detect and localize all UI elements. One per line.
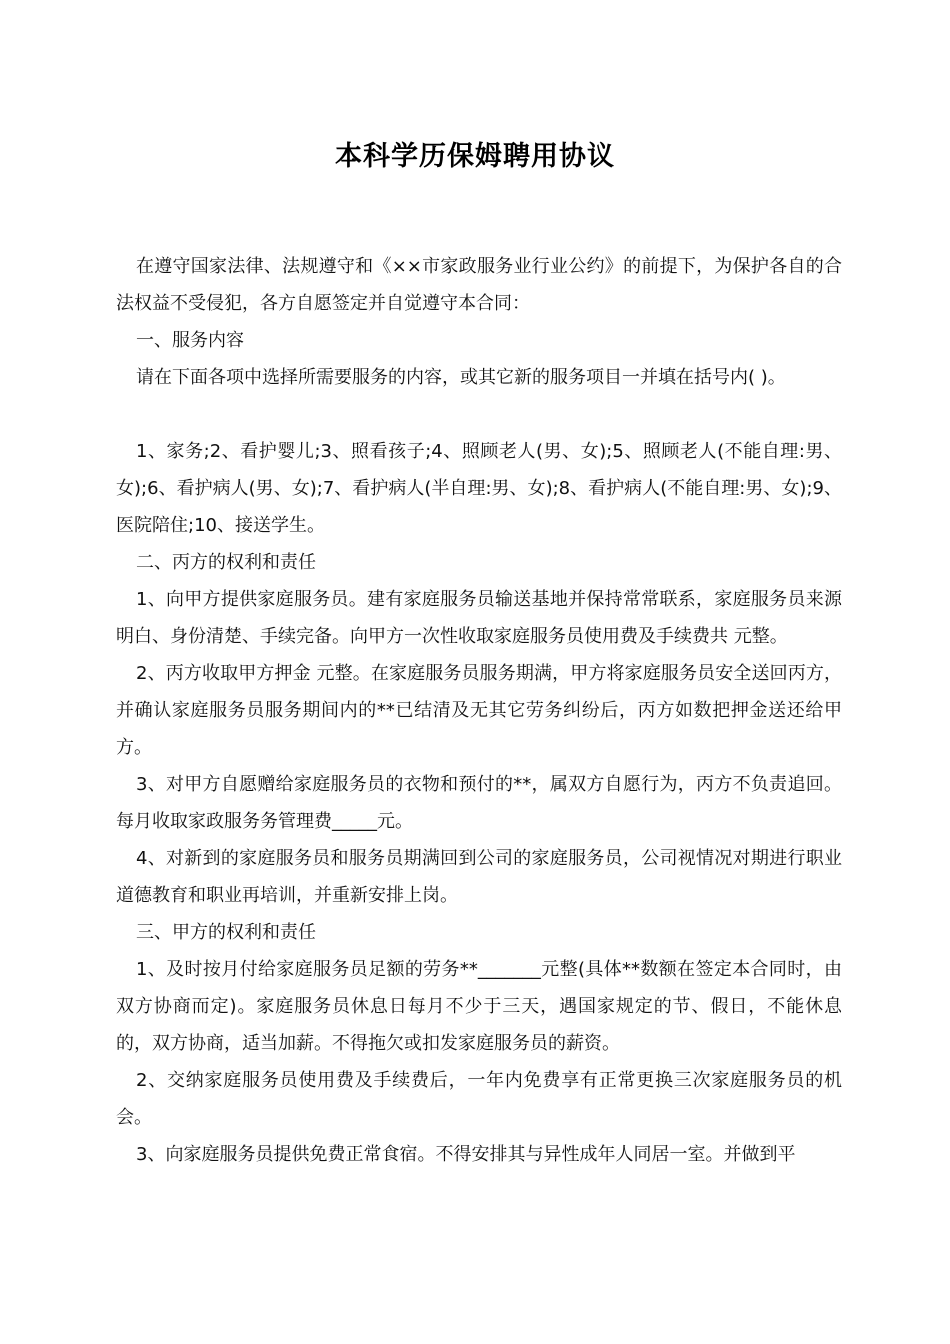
section2-item: 4、对新到的家庭服务员和服务员期满回到公司的家庭服务员，公司视情况对期进行职业道德教育和职业再培训，并重新安排上岗。 bbox=[116, 848, 842, 906]
section2-heading: 二、丙方的权利和责任 bbox=[136, 552, 316, 573]
section3-item: 3、向家庭服务员提供免费正常食宿。不得安排其与异性成年人同居一室。并做到平 bbox=[136, 1144, 796, 1165]
intro-paragraph: 在遵守国家法律、法规遵守和《××市家政服务业行业公约》的前提下，为保护各自的合法权益不受侵犯，各方自愿签定并自觉遵守本合同： bbox=[116, 256, 842, 314]
blank-line bbox=[116, 396, 842, 433]
section1-heading: 一、服务内容 bbox=[136, 330, 244, 351]
section2-item: 1、向甲方提供家庭服务员。建有家庭服务员输送基地并保持常常联系，家庭服务员来源明白、身份清楚、手续完备。向甲方一次性收取家庭服务员使用费及手续费共 元整。 bbox=[116, 589, 842, 647]
document-body bbox=[116, 248, 842, 1173]
section3-heading: 三、甲方的权利和责任 bbox=[136, 922, 316, 943]
section3-item: 1、及时按月付给家庭服务员足额的劳务**_______元整(具体**数额在签定本合同时，由双方协商而定)。家庭服务员休息日每月不少于三天，遇国家规定的节、假日，不能休息的，双方协商，适当加薪。不得拖欠或扣发家庭服务员的薪资。 bbox=[116, 959, 842, 1054]
section3-item: 2、交纳家庭服务员使用费及手续费后，一年内免费享有正常更换三次家庭服务员的机会。 bbox=[116, 1070, 842, 1128]
section1-instruction: 请在下面各项中选择所需要服务的内容，或其它新的服务项目一并填在括号内( )。 bbox=[136, 367, 786, 388]
document-title: 本科学历保姆聘用协议 bbox=[335, 141, 615, 172]
section2-item: 3、对甲方自愿赠给家庭服务员的衣物和预付的**，属双方自愿行为，丙方不负责追回。每月收取家政服务务管理费_____元。 bbox=[116, 774, 842, 832]
section1-options: 1、家务;2、看护婴儿;3、照看孩子;4、照顾老人(男、女);5、照顾老人(不能自理:男、女);6、看护病人(男、女);7、看护病人(半自理:男、女);8、看护病人(不能自理:男、女);9、医院陪住;10、接送学生。 bbox=[116, 441, 842, 536]
section2-item: 2、丙方收取甲方押金 元整。在家庭服务员服务期满，甲方将家庭服务员安全送回丙方，并确认家庭服务员服务期间内的**已结清及无其它劳务纠纷后，丙方如数把押金送还给甲方。 bbox=[116, 663, 842, 758]
